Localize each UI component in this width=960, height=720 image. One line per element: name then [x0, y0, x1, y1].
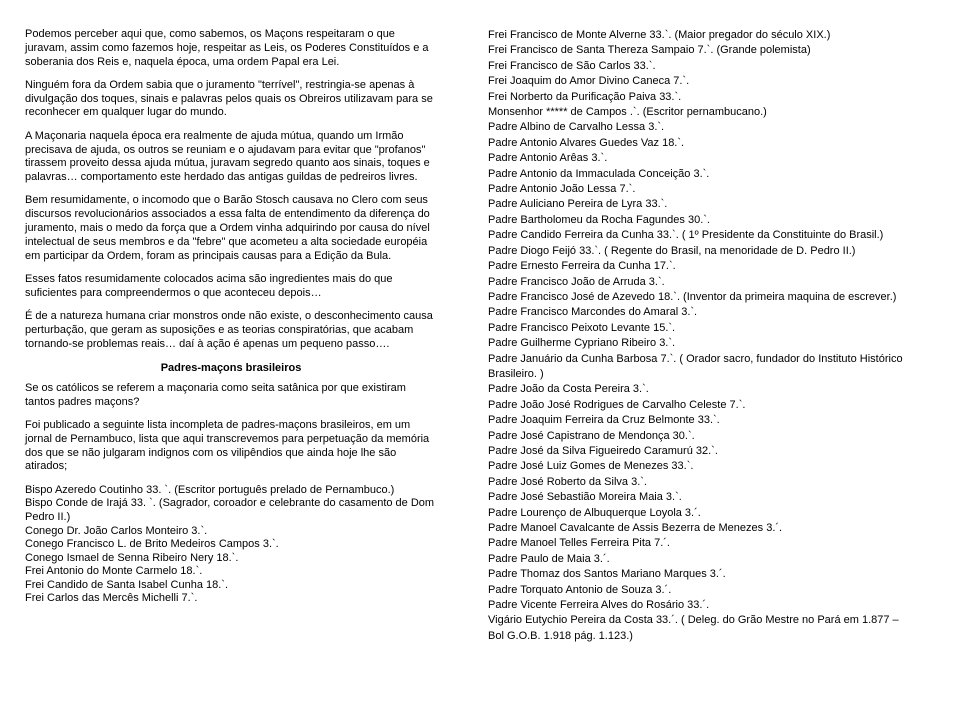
list-item: Frei Carlos das Mercês Michelli 7.`.	[25, 592, 198, 605]
list-item: Padre Bartholomeu da Rocha Fagundes 30.`.	[488, 213, 710, 226]
list-item: Padre José Capistrano de Mendonça 30.`.	[488, 429, 695, 442]
list-item: Conego Ismael de Senna Ribeiro Nery 18.`.	[25, 551, 239, 564]
list-item: Bispo Conde de Irajá 33. `. (Sagrador, coroador e celebrante do casamento de Dom Pedro II.)	[25, 497, 435, 523]
list-item: Frei Candido de Santa Isabel Cunha 18.`.	[25, 578, 229, 591]
right-column	[488, 28, 908, 644]
list-item: Padre Francisco José de Azevedo 18.`. (Inventor da primeira maquina de escrever.)	[488, 290, 897, 303]
priest-list-right	[488, 28, 908, 644]
list-item: Padre Francisco João de Arruda 3.`.	[488, 275, 665, 288]
list-item: Padre Torquato Antonio de Souza 3.´.	[488, 583, 672, 596]
intro-paragraphs	[25, 28, 437, 351]
paragraph: Esses fatos resumidamente colocados acima são ingredientes mais do que suficientes para compreendermos o que aconteceu depois…	[25, 272, 393, 299]
paragraph: A Maçonaria naquela época era realmente de ajuda mútua, quando um Irmão precisava de ajuda, os outros se reuniam e o ajudavam para evitar que "profanos" tirassem proveito dessa ajuda mútua, juravam segredo quanto aos sinais, toques e palavras… comportamento este herdado das antigas guildas de pedreiros livres.	[25, 129, 430, 184]
list-item: Frei Francisco de Santa Thereza Sampaio 7.`. (Grande polemista)	[488, 44, 811, 57]
list-item: Padre Auliciano Pereira de Lyra 33.`.	[488, 198, 668, 211]
paragraph: Foi publicado a seguinte lista incompleta de padres-maçons brasileiros, em um jornal de Pernambuco, lista que aqui transcrevemos para perpetuação da memória dos que se não julgaram indignos com os vilipêndios que ainda hoje lhe são atirados;	[25, 419, 430, 473]
list-item: Padre Joaquim Ferreira da Cruz Belmonte 33.`.	[488, 414, 720, 427]
section-title: Padres-maçons brasileiros	[160, 361, 302, 374]
list-item: Frei Norberto da Purificação Paiva 33.`.	[488, 90, 682, 103]
list-item: Conego Francisco L. de Brito Medeiros Campos 3.`.	[25, 538, 279, 551]
paragraph: Podemos perceber aqui que, como sabemos, os Maçons respeitaram o que juravam, assim como fazemos hoje, respeitar as Leis, os Poderes Constituídos e a soberania dos Reis e, naquela época, uma ordem Papal era Lei.	[25, 28, 429, 68]
paragraph: É de a natureza humana criar monstros onde não existe, o desconhecimento causa perturbação, que geram as suposições e as teorias conspiratórias, que acabam tornando-se problemas reais… daí à ação é apenas um pequeno passo….	[25, 310, 433, 350]
list-item: Padre Antonio Alvares Guedes Vaz 18.`.	[488, 136, 685, 149]
list-item: Padre Antonio João Lessa 7.`.	[488, 183, 636, 196]
list-item: Padre Diogo Feijó 33.`. ( Regente do Brasil, na menoridade de D. Pedro II.)	[488, 244, 856, 257]
left-column	[25, 28, 437, 606]
list-item: Padre José da Silva Figueiredo Caramurú 32.`.	[488, 444, 718, 457]
list-item: Padre João José Rodrigues de Carvalho Celeste 7.`.	[488, 398, 746, 411]
list-item: Padre Francisco Peixoto Levante 15.`.	[488, 321, 676, 334]
list-item: Padre Albino de Carvalho Lessa 3.`.	[488, 121, 665, 134]
list-item: Padre José Luiz Gomes de Menezes 33.`.	[488, 460, 694, 473]
list-item: Padre Thomaz dos Santos Mariano Marques 3.´.	[488, 568, 726, 581]
list-item: Padre Francisco Marcondes do Amaral 3.`.	[488, 306, 698, 319]
list-item: Frei Joaquim do Amor Divino Caneca 7.`.	[488, 75, 690, 88]
list-item: Padre Antonio da Immaculada Conceição 3.`.	[488, 167, 710, 180]
paragraph: Bem resumidamente, o incomodo que o Barão Stosch causava no Clero com seus discursos revolucionários associados a essa falta de entendimento da diferença do juramento, mais o medo da força que a Ordem vinha adquirindo por causa do nível intelectual de seus membros e da "febre" que acometeu a alta sociedade européia em participar da Ordem, foram as principais causas para a Edição da Bula.	[25, 194, 430, 262]
section-paragraphs	[25, 382, 437, 474]
list-item: Padre Ernesto Ferreira da Cunha 17.`.	[488, 260, 676, 273]
list-item: Bispo Azeredo Coutinho 33. `. (Escritor português prelado de Pernambuco.)	[25, 483, 395, 496]
paragraph: Se os católicos se referem a maçonaria como seita satânica por que existiram tantos padres maçons?	[25, 381, 406, 408]
list-item: Padre Guilherme Cypriano Ribeiro 3.`.	[488, 337, 676, 350]
list-item: Padre Candido Ferreira da Cunha 33.`. ( 1º Presidente da Constituinte do Brasil.)	[488, 229, 884, 242]
list-item: Vigário Eutychio Pereira da Costa 33.´. ( Deleg. do Grão Mestre no Pará em 1.877 – Bol G.O.B. 1.918 pág. 1.123.)	[488, 614, 899, 642]
list-item: Conego Dr. João Carlos Monteiro 3.`.	[25, 524, 208, 537]
list-item: Padre Antonio Arêas 3.`.	[488, 152, 608, 165]
list-item: Frei Francisco de Monte Alverne 33.`. (Maior pregador do século XIX.)	[488, 29, 831, 41]
list-item: Padre José Sebastião Moreira Maia 3.`.	[488, 491, 682, 504]
list-item: Padre Manoel Telles Ferreira Pita 7.´.	[488, 537, 670, 550]
list-item: Padre Manoel Cavalcante de Assis Bezerra de Menezes 3.´.	[488, 522, 783, 534]
list-item: Monsenhor ***** de Campos .`. (Escritor pernambucano.)	[488, 106, 767, 119]
list-item: Padre José Roberto da Silva 3.`.	[488, 475, 647, 488]
list-item: Frei Antonio do Monte Carmelo 18.`.	[25, 565, 203, 578]
priest-list-left	[25, 484, 437, 606]
list-item: Padre Paulo de Maia 3.´.	[488, 552, 610, 565]
paragraph: Ninguém fora da Ordem sabia que o juramento "terrível", restringia-se apenas à divulgação dos toques, sinais e palavras pelos quais os Obreiros utilizavam para se reconhecer em qualquer lugar do mundo.	[25, 78, 433, 119]
list-item: Padre Januário da Cunha Barbosa 7.`. ( Orador sacro, fundador do Instituto Histórico Brasileiro. )	[488, 352, 903, 380]
list-item: Padre Lourenço de Albuquerque Loyola 3.´.	[488, 506, 701, 519]
list-item: Padre Vicente Ferreira Alves do Rosário 33.´.	[488, 599, 710, 612]
list-item: Padre João da Costa Pereira 3.`.	[488, 383, 649, 396]
list-item: Frei Francisco de São Carlos 33.`.	[488, 59, 656, 72]
